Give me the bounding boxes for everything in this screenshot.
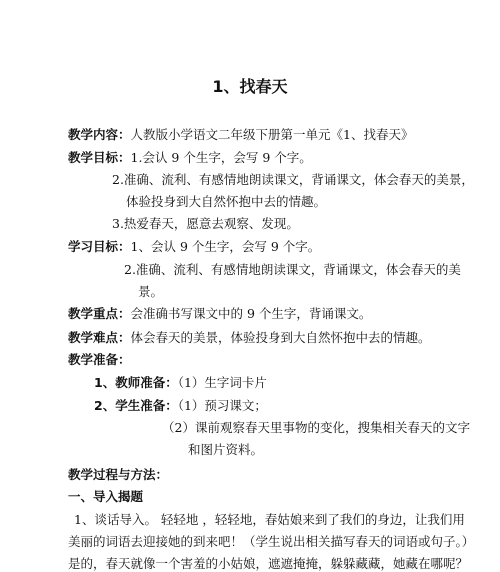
- key-point-label: 教学重点：: [68, 306, 131, 321]
- learning-goal-2-cont: 景。: [138, 284, 164, 299]
- teaching-goal-3: 3.热爱春天，愿意去观察、发现。: [112, 216, 299, 231]
- difficulty-row: [68, 330, 431, 346]
- teaching-goals-row: [68, 150, 312, 166]
- teacher-prep-row: [94, 375, 267, 391]
- paragraph-line-2: 美丽的词语去迎接她的到来吧！（学生说出相关描写春天的词语或句子。）: [68, 534, 475, 549]
- page-title: 1、找春天: [212, 77, 288, 96]
- key-point-row: [68, 306, 371, 322]
- teaching-content-label: 教学内容：: [68, 127, 131, 142]
- process-label: 教学过程与方法：: [68, 467, 169, 482]
- student-prep-label: 2、学生准备：: [94, 398, 178, 413]
- difficulty-label: 教学难点：: [68, 330, 131, 345]
- student-prep-2-cont: 和图片资料。: [188, 442, 264, 457]
- paragraph-line-3: 是的，春天就像一个害羞的小姑娘，遮遮掩掩，躲躲藏藏，她藏在哪呢？: [68, 556, 469, 571]
- difficulty-text: 体会春天的美景，体验投身到大自然怀抱中去的情趣。: [130, 330, 431, 345]
- teaching-goals-label: 教学目标：: [68, 150, 131, 165]
- section-heading-intro: 一、导入揭题: [68, 489, 144, 504]
- student-prep-1: （1）预习课文；: [177, 398, 267, 413]
- learning-goals-label: 学习目标：: [68, 239, 131, 254]
- key-point-text: 会准确书写课文中的 9 个生字，背诵课文。: [130, 306, 372, 321]
- teaching-content-text: 人教版小学语文二年级下册第一单元《1、找春天》: [130, 127, 414, 142]
- teaching-content-row: [68, 127, 413, 143]
- teacher-prep-text: （1）生字词卡片: [177, 375, 267, 390]
- teaching-goal-2-cont: 体验投身到大自然怀抱中去的情趣。: [126, 194, 327, 209]
- learning-goals-row: [68, 239, 320, 255]
- student-prep-row: [94, 398, 267, 414]
- student-prep-2: （2）课前观察春天里事物的变化，搜集相关春天的文字: [162, 420, 470, 435]
- teaching-goal-2: 2.准确、流利、有感情地朗读课文，背诵课文，体会春天的美景，: [112, 172, 474, 187]
- preparation-label: 教学准备：: [68, 352, 131, 367]
- learning-goal-1: 1、会认 9 个生字，会写 9 个字。: [130, 239, 321, 254]
- learning-goal-2: 2.准确、流利、有感情地朗读课文，背诵课文，体会春天的美: [124, 262, 461, 277]
- teaching-goal-1: 1.会认 9 个生字，会写 9 个字。: [130, 150, 312, 165]
- teacher-prep-label: 1、教师准备：: [94, 375, 178, 390]
- paragraph-line-1: 1、谈话导入。 轻轻地 ，轻轻地，春姑娘来到了我们的身边，让我们用: [74, 512, 465, 527]
